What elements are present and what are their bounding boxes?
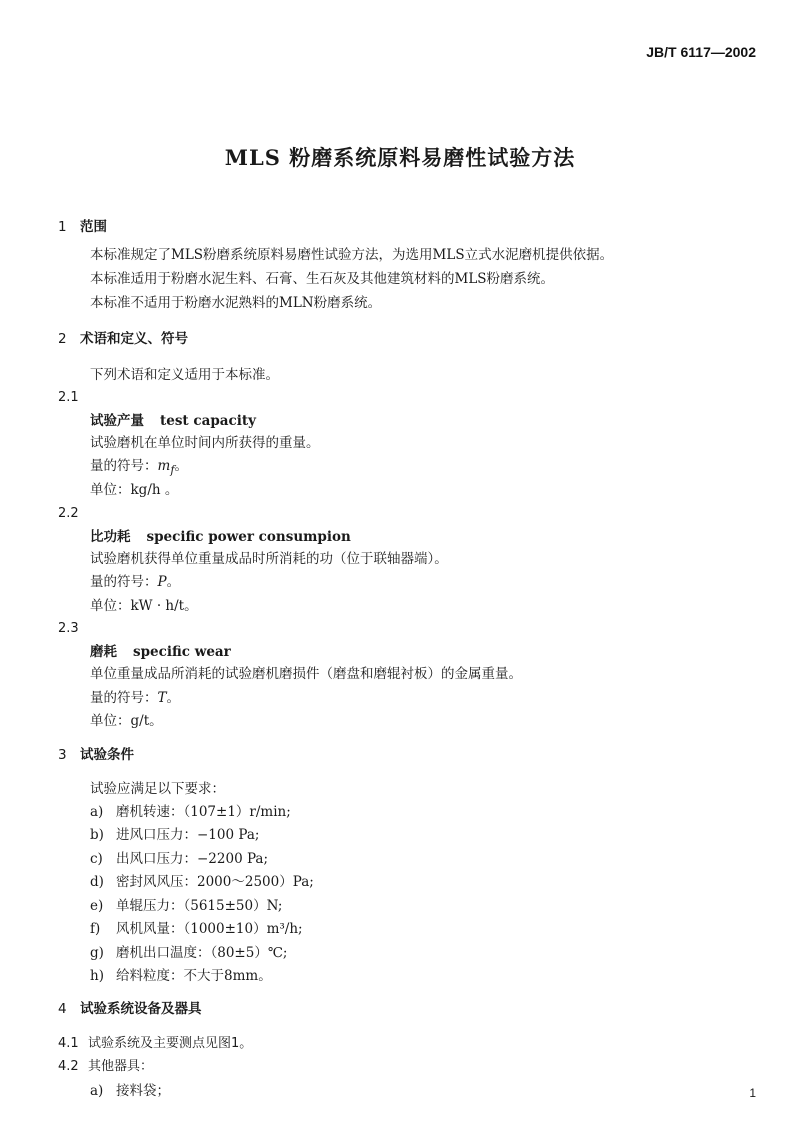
subsection-number: 2.3	[58, 621, 79, 636]
list-label: a)	[90, 804, 104, 820]
unit-label: 单位：	[90, 482, 131, 498]
term-title	[90, 643, 231, 661]
term-cn: 磨耗	[90, 644, 117, 660]
section-number: 4	[58, 1001, 67, 1017]
list-item	[90, 803, 291, 821]
term-en: specific wear	[133, 644, 231, 660]
list-label: c)	[90, 851, 103, 867]
list-text: 磨机转速：（107±1）r/min;	[116, 804, 291, 820]
subsection-number: 4.2	[58, 1059, 79, 1074]
unit-value: g/t。	[130, 713, 163, 729]
list-item	[90, 1082, 170, 1100]
list-label: g)	[90, 945, 104, 961]
term-symbol	[90, 457, 188, 480]
term-en: test capacity	[160, 413, 256, 429]
symbol-label: 量的符号：	[90, 458, 158, 474]
list-text: 接料袋；	[116, 1083, 170, 1099]
section-title: 试验系统设备及器具	[80, 1001, 202, 1017]
subsection-number: 2.2	[58, 506, 79, 521]
list-label: f)	[90, 921, 101, 937]
unit-value: kg/h 。	[130, 482, 179, 498]
symbol-label: 量的符号：	[90, 574, 158, 590]
section-2-heading	[58, 330, 188, 348]
section-number: 3	[58, 747, 67, 763]
symbol-value: P	[157, 574, 167, 590]
subsection	[58, 1058, 153, 1076]
subsection-number: 2.1	[58, 390, 79, 405]
list-text: 进风口压力：−100 Pa;	[116, 827, 260, 843]
term-cn: 比功耗	[90, 529, 131, 545]
term-unit	[90, 712, 163, 730]
subsection-text: 其他器具：	[88, 1059, 154, 1074]
term-unit	[90, 597, 198, 615]
term-en: specific power consumpion	[146, 529, 351, 545]
section-title: 试验条件	[80, 747, 134, 763]
list-item	[90, 967, 272, 985]
list-item	[90, 873, 314, 891]
document-title: MLS 粉磨系统原料易磨性试验方法	[224, 145, 576, 170]
section-number: 1	[58, 219, 67, 235]
list-label: b)	[90, 827, 104, 843]
list-item	[90, 826, 259, 844]
symbol-value: m	[157, 458, 171, 474]
term-symbol	[90, 573, 180, 591]
paragraph: 试验应满足以下要求：	[90, 781, 225, 797]
paragraph: 本标准适用于粉磨水泥生料、石膏、生石灰及其他建筑材料的MLS粉磨系统。	[90, 271, 555, 287]
list-item	[90, 850, 268, 868]
list-text: 单辊压力：（5615±50）N;	[116, 898, 283, 914]
symbol-end: 。	[174, 458, 188, 474]
list-text: 磨机出口温度：（80±5）℃;	[116, 945, 288, 961]
symbol-end: 。	[166, 574, 181, 590]
list-label: h)	[90, 968, 104, 984]
list-text: 密封风风压：2000～2500）Pa;	[116, 874, 314, 890]
paragraph: 本标准规定了MLS粉磨系统原料易磨性试验方法，为选用MLS立式水泥磨机提供依据。	[90, 247, 614, 263]
term-title	[90, 412, 256, 430]
list-label: e)	[90, 898, 104, 914]
section-4-heading	[58, 1000, 202, 1018]
section-1-heading	[58, 218, 107, 236]
section-title: 范围	[80, 219, 107, 235]
section-3-heading	[58, 746, 134, 764]
list-label: a)	[90, 1083, 104, 1099]
list-text: 给料粒度：不大于8mm。	[116, 968, 272, 984]
list-text: 风机风量：（1000±10）m³/h;	[116, 921, 303, 937]
unit-label: 单位：	[90, 598, 131, 614]
list-item	[90, 944, 287, 962]
subsection	[58, 1035, 252, 1053]
symbol-end: 。	[166, 690, 181, 706]
list-label: d)	[90, 874, 104, 890]
symbol-value: T	[157, 690, 167, 706]
term-definition: 单位重量成品所消耗的试验磨机磨损件（磨盘和磨辊衬板）的金属重量。	[90, 666, 522, 682]
subsection-number: 4.1	[58, 1036, 79, 1051]
unit-value: kW · h/t。	[130, 598, 198, 614]
term-title	[90, 528, 351, 546]
list-item	[90, 920, 303, 938]
symbol-subscript: f	[170, 463, 175, 477]
term-cn: 试验产量	[90, 413, 144, 429]
term-definition: 试验磨机获得单位重量成品时所消耗的功（位于联轴器端）。	[90, 551, 448, 567]
section-title: 术语和定义、符号	[80, 331, 188, 347]
section-number: 2	[58, 331, 67, 347]
term-definition: 试验磨机在单位时间内所获得的重量。	[90, 435, 320, 451]
paragraph: 下列术语和定义适用于本标准。	[90, 367, 279, 383]
unit-label: 单位：	[90, 713, 131, 729]
symbol-label: 量的符号：	[90, 690, 158, 706]
paragraph: 本标准不适用于粉磨水泥熟料的MLN粉磨系统。	[90, 295, 382, 311]
term-unit	[90, 481, 178, 499]
term-symbol	[90, 689, 180, 707]
list-item	[90, 897, 282, 915]
subsection-text: 试验系统及主要测点见图1。	[88, 1036, 253, 1051]
page-number: 1	[749, 1086, 756, 1100]
list-text: 出风口压力：−2200 Pa;	[116, 851, 269, 867]
standard-code: JB/T 6117—2002	[646, 44, 756, 60]
